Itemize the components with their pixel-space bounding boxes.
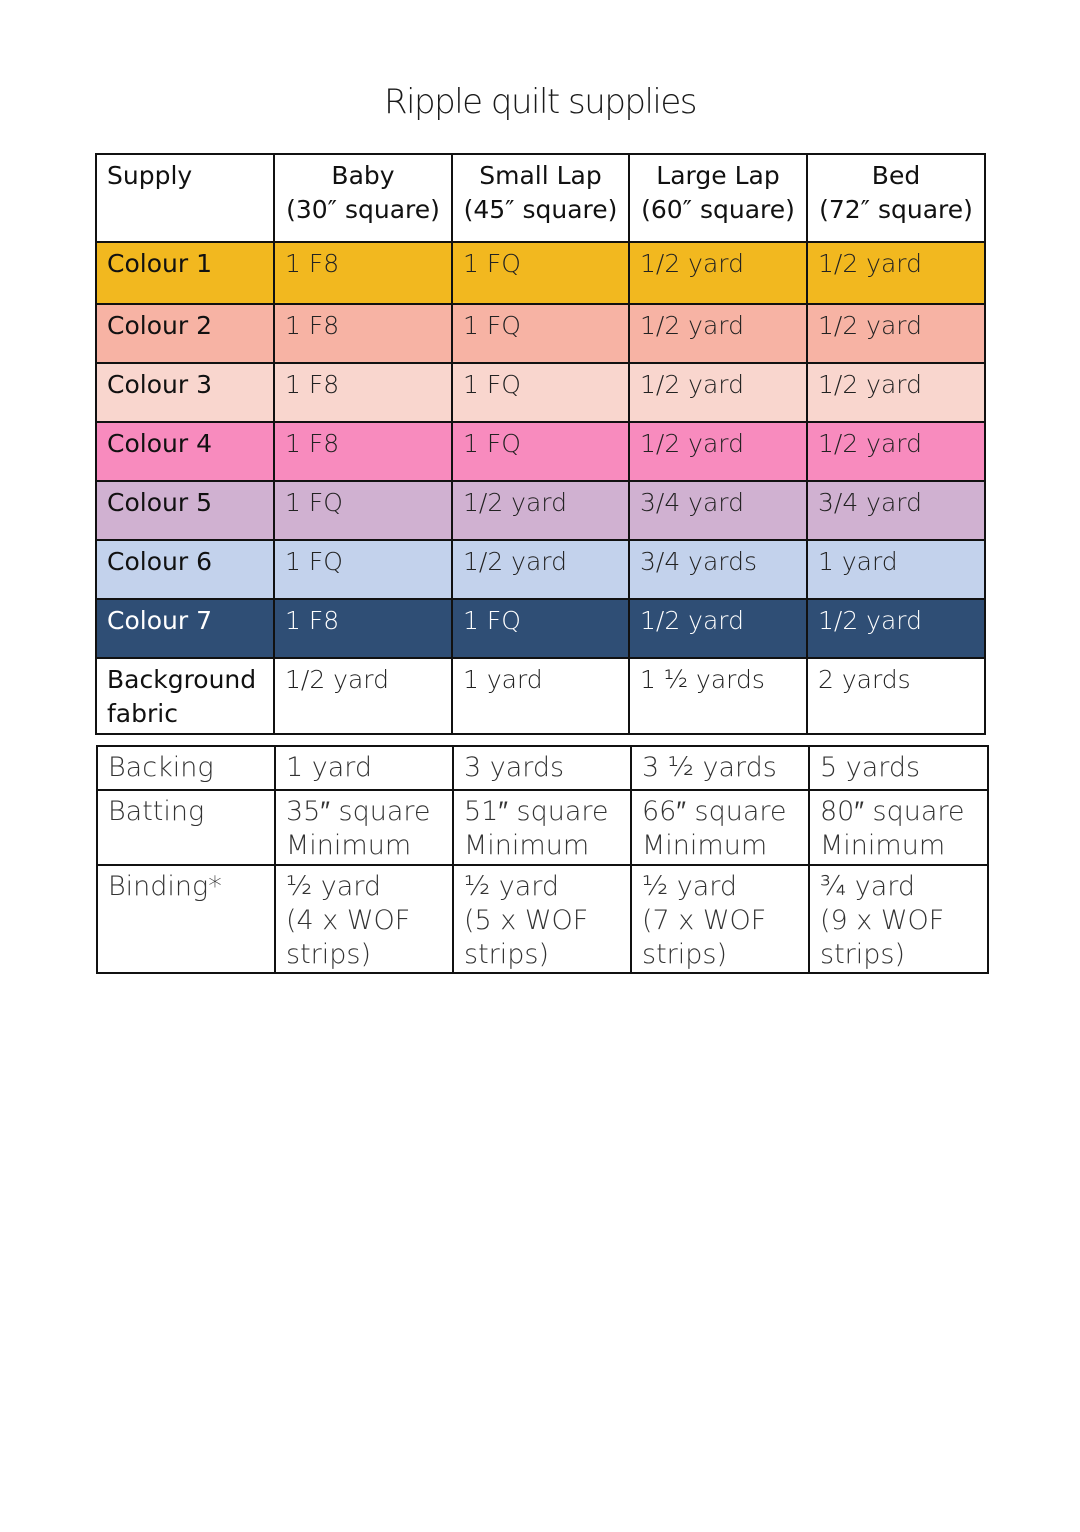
- cell-small-lap: 3 yards: [453, 746, 631, 790]
- row-label: Backing: [97, 746, 275, 790]
- cell-line: strips): [464, 939, 549, 970]
- cell-bed: [809, 790, 988, 865]
- cell-line: (9 x WOF: [820, 905, 945, 936]
- row-label: Colour 2: [96, 304, 274, 363]
- cell-small-lap: [453, 790, 631, 865]
- cell-line: ¾ yard: [820, 871, 916, 902]
- cell-baby: 1 F8: [274, 363, 452, 422]
- header-supply-label: Supply: [107, 161, 193, 190]
- row-label: Batting: [97, 790, 275, 865]
- cell-large-lap: 1/2 yard: [629, 422, 807, 481]
- cell-bed: 3/4 yard: [807, 481, 985, 540]
- cell-bed: [809, 865, 988, 973]
- table-row-colour-4: [96, 422, 985, 481]
- row-label: [96, 658, 274, 734]
- cell-line: 35″ square: [286, 796, 431, 827]
- cell-line: strips): [286, 939, 371, 970]
- row-label: Colour 7: [96, 599, 274, 658]
- cell-bed: 1/2 yard: [807, 242, 985, 304]
- table-row-colour-6: [96, 540, 985, 599]
- cell-baby: [275, 865, 453, 973]
- cell-bed: 1 yard: [807, 540, 985, 599]
- cell-small-lap: 1 FQ: [452, 363, 629, 422]
- cell-line: 80″ square: [820, 796, 965, 827]
- cell-baby: 1 F8: [274, 422, 452, 481]
- cell-baby: 1 yard: [275, 746, 453, 790]
- header-bed-size: (72″ square): [819, 195, 973, 224]
- header-large-lap: [629, 154, 807, 242]
- header-large-lap-name: Large Lap: [656, 161, 780, 190]
- cell-small-lap: 1 FQ: [452, 422, 629, 481]
- row-label: Colour 5: [96, 481, 274, 540]
- cell-line: ½ yard: [464, 871, 560, 902]
- cell-large-lap: 1/2 yard: [629, 304, 807, 363]
- cell-large-lap: [631, 865, 809, 973]
- table-row-colour-1: [96, 242, 985, 304]
- cell-small-lap: 1 yard: [452, 658, 629, 734]
- cell-baby: [275, 790, 453, 865]
- cell-small-lap: 1/2 yard: [452, 540, 629, 599]
- cell-line: 66″ square: [642, 796, 787, 827]
- header-baby: [274, 154, 452, 242]
- cell-large-lap: 1/2 yard: [629, 242, 807, 304]
- header-large-lap-size: (60″ square): [641, 195, 795, 224]
- row-label: Colour 6: [96, 540, 274, 599]
- cell-line: strips): [642, 939, 727, 970]
- cell-line: ½ yard: [642, 871, 738, 902]
- table-row-colour-3: [96, 363, 985, 422]
- table-row-colour-2: [96, 304, 985, 363]
- fabric-requirements-table: [95, 153, 986, 735]
- table-row-batting: [97, 790, 988, 865]
- cell-baby: 1 FQ: [274, 481, 452, 540]
- cell-line: (7 x WOF: [642, 905, 767, 936]
- cell-large-lap: 1/2 yard: [629, 599, 807, 658]
- header-small-lap-name: Small Lap: [479, 161, 602, 190]
- cell-baby: 1/2 yard: [274, 658, 452, 734]
- cell-large-lap: 3/4 yard: [629, 481, 807, 540]
- table-row-binding: [97, 865, 988, 973]
- row-label-line-1: Background: [107, 665, 257, 694]
- table-row-background-fabric: [96, 658, 985, 734]
- row-label: Colour 3: [96, 363, 274, 422]
- cell-small-lap: 1/2 yard: [452, 481, 629, 540]
- cell-line: Minimum: [642, 830, 768, 861]
- row-label: Colour 1: [96, 242, 274, 304]
- cell-baby: 1 F8: [274, 304, 452, 363]
- cell-bed: 1/2 yard: [807, 304, 985, 363]
- row-label: Colour 4: [96, 422, 274, 481]
- cell-line: strips): [820, 939, 905, 970]
- cell-line: ½ yard: [286, 871, 382, 902]
- cell-line: (5 x WOF: [464, 905, 589, 936]
- cell-large-lap: 1 ½ yards: [629, 658, 807, 734]
- header-small-lap: [452, 154, 629, 242]
- cell-bed: 2 yards: [807, 658, 985, 734]
- cell-small-lap: 1 FQ: [452, 242, 629, 304]
- header-baby-size: (30″ square): [286, 195, 440, 224]
- cell-line: Minimum: [464, 830, 590, 861]
- cell-large-lap: 3/4 yards: [629, 540, 807, 599]
- header-bed: [807, 154, 985, 242]
- cell-small-lap: [453, 865, 631, 973]
- header-supply: [96, 154, 274, 242]
- table-row-colour-5: [96, 481, 985, 540]
- table-row-backing: [97, 746, 988, 790]
- row-label: Binding*: [97, 865, 275, 973]
- cell-line: 51″ square: [464, 796, 609, 827]
- cell-bed: 1/2 yard: [807, 422, 985, 481]
- header-baby-name: Baby: [331, 161, 395, 190]
- cell-bed: 5 yards: [809, 746, 988, 790]
- table-row-colour-7: [96, 599, 985, 658]
- backing-batting-binding-table: [96, 745, 989, 974]
- cell-line: Minimum: [820, 830, 946, 861]
- cell-large-lap: [631, 790, 809, 865]
- cell-bed: 1/2 yard: [807, 363, 985, 422]
- cell-baby: 1 F8: [274, 599, 452, 658]
- cell-line: Minimum: [286, 830, 412, 861]
- cell-bed: 1/2 yard: [807, 599, 985, 658]
- table-header-row: [96, 154, 985, 242]
- cell-large-lap: 3 ½ yards: [631, 746, 809, 790]
- cell-large-lap: 1/2 yard: [629, 363, 807, 422]
- page-title: Ripple quilt supplies: [383, 82, 697, 122]
- cell-small-lap: 1 FQ: [452, 304, 629, 363]
- cell-line: (4 x WOF: [286, 905, 411, 936]
- row-label-line-2: fabric: [107, 699, 178, 728]
- cell-baby: 1 F8: [274, 242, 452, 304]
- cell-small-lap: 1 FQ: [452, 599, 629, 658]
- header-small-lap-size: (45″ square): [463, 195, 618, 224]
- cell-baby: 1 FQ: [274, 540, 452, 599]
- header-bed-name: Bed: [871, 161, 921, 190]
